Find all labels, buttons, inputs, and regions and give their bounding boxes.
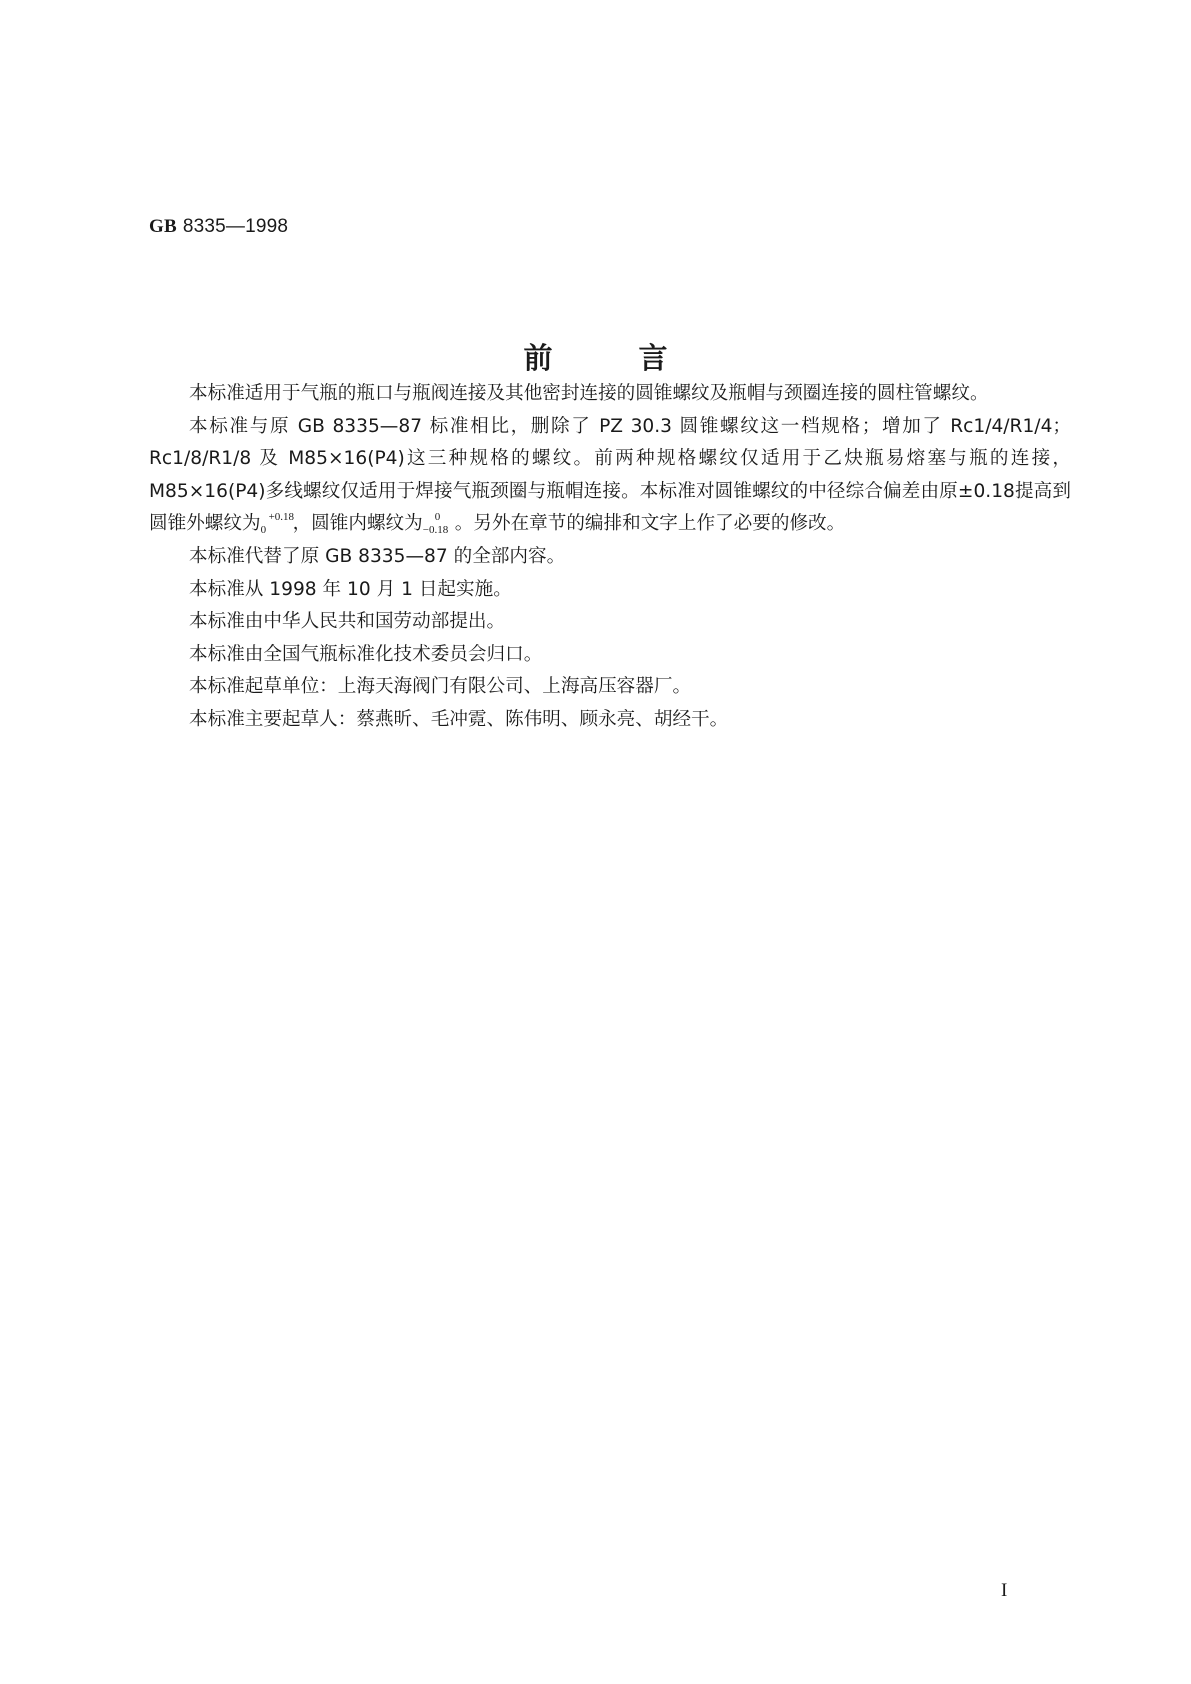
standard-number: [149, 216, 288, 238]
changes-text-c: 。另外在章节的编排和文字上作了必要的修改。: [454, 513, 846, 535]
paragraph-effective-date: 本标准从 1998 年 10 月 1 日起实施。: [189, 578, 512, 600]
paragraph-administered-by: 本标准由全国气瓶标准化技术委员会归口。: [189, 643, 543, 665]
paragraph-drafting-units: 本标准起草单位：上海天海阀门有限公司、上海高压容器厂。: [189, 676, 692, 698]
page-title: [0, 336, 1191, 377]
paragraph-scope: 本标准适用于气瓶的瓶口与瓶阀连接及其他密封连接的圆锥螺纹及瓶帽与颈圈连接的圆柱管螺纹。: [189, 383, 989, 404]
standard-prefix: GB: [149, 216, 177, 237]
foreword-body: [149, 378, 1071, 737]
paragraph-proposed-by: 本标准由中华人民共和国劳动部提出。: [189, 611, 506, 633]
title-char-1: 前: [523, 341, 553, 375]
title-char-2: 言: [638, 341, 668, 375]
page-number: I: [1001, 1580, 1008, 1601]
paragraph-supersedes: 本标准代替了原 GB 8335—87 的全部内容。: [189, 545, 566, 567]
changes-text-b: ，圆锥内螺纹为: [292, 513, 423, 535]
paragraph-changes: [149, 411, 1071, 541]
inner-thread-tolerance: 0 −0.18: [422, 510, 449, 536]
changes-text-a: 本标准与原 GB 8335—87 标准相比，删除了 PZ 30.3 圆锥螺纹这一档规格；增加了 Rc1/4/R1/4；Rc1/8/R1/8 及 M85×16(P4)这三种规格的螺纹。前两种规格螺纹仅适用于乙炔瓶易熔塞与瓶的连接，M85×16(P4)多线螺纹仅适用于焊接气瓶颈圈与瓶帽连接。本标准对圆锥螺纹的中径综合偏差由原±0.18提高到圆锥外螺纹为: [149, 415, 1071, 535]
outer-thread-tolerance: +0.18 0: [260, 510, 295, 536]
paragraph-drafters: 本标准主要起草人：蔡燕昕、毛冲霓、陈伟明、顾永亮、胡经干。: [189, 708, 729, 730]
standard-code: 8335—1998: [182, 216, 289, 237]
